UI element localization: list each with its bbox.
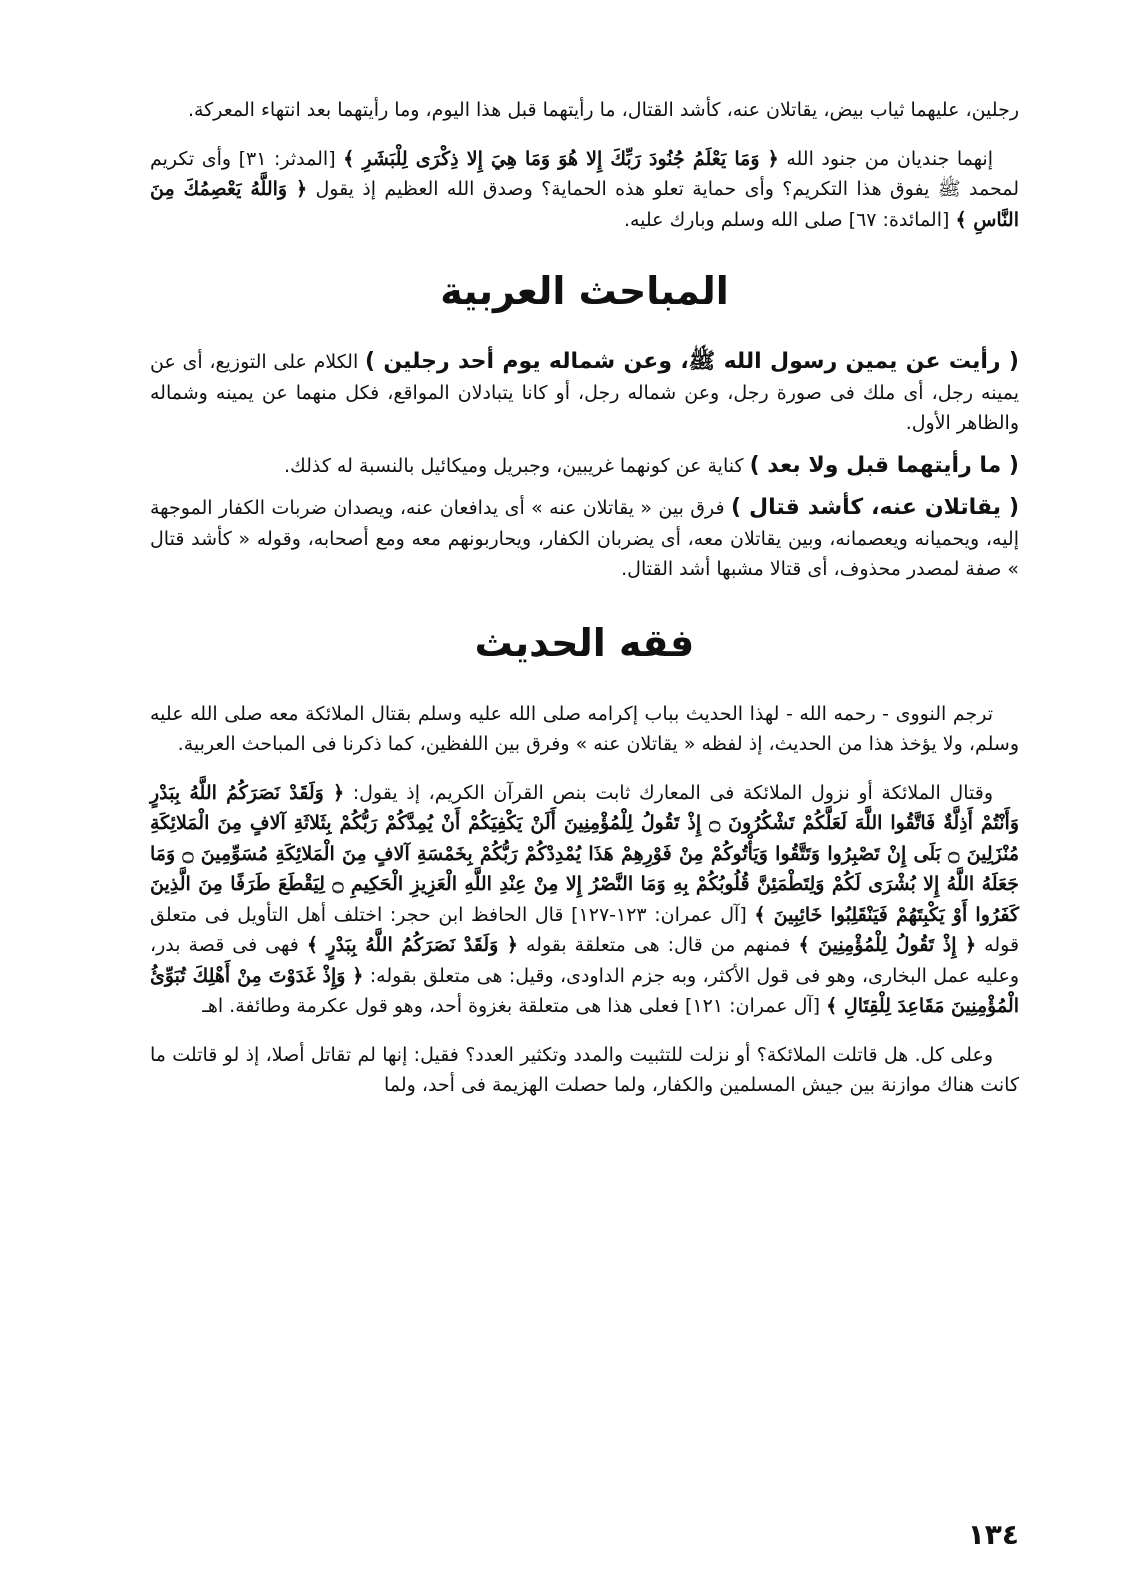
angels-text-1: قال الحافظ ابن حجر: اختلف أهل التأويل فى متعلق قوله [150,903,1020,956]
verse-al-imran-block: ﴿ وَلَقَدْ نَصَرَكُمُ اللَّهُ بِبَدْرٍ وَأَنْتُمْ أَذِلَّةٌ فَاتَّقُوا اللَّهَ لَعَلَّكُمْ تَشْكُرُونَ ۝ إِذْ تَقُولُ لِلْمُؤْمِنِينَ أَلَنْ يَكْفِيَكُمْ أَنْ يُمِدَّكُمْ رَبُّكُمْ بِثَلاثَةِ آلافٍ مِنَ الْمَلائِكَةِ مُنْزَلِينَ ۝ بَلَى إِنْ تَصْبِرُوا وَتَتَّقُوا وَيَأْتُوكُمْ مِنْ فَوْرِهِمْ هَذَا يُمْدِدْكُمْ رَبُّكُمْ بِخَمْسَةِ آلافٍ مِنَ الْمَلائِكَةِ مُسَوِّمِينَ ۝ وَمَا جَعَلَهُ اللَّهُ إِلا بُشْرَى لَكُمْ وَلِتَطْمَئِنَّ قُلُوبُكُمْ بِهِ وَمَا النَّصْرُ إِلا مِنْ عِنْدِ اللَّهِ الْعَزِيزِ الْحَكِيمِ ۝ لِيَقْطَعَ طَرَفًا مِنَ الَّذِينَ كَفَرُوا أَوْ يَكْبِتَهُمْ فَيَنْقَلِبُوا خَائِبِينَ ﴾ [150,781,1020,926]
ref-maidah: [المائدة: ٦٧] [848,208,950,231]
arabic-item [150,347,1019,439]
ref-al-imran-d: [آل عمران: ١٢١] [685,995,821,1017]
arabic-item-text: الكلام على التوزيع، أى عن يمينه رجل، أى ملك فى صورة رجل، وعن شماله رجل، أو كانا يتبادلان المواقع، فكل منهما عن يمينه وشماله والظاهر الأول. [150,351,1019,434]
fiqh-paragraph: ترجم النووى - رحمه الله - لهذا الحديث بباب إكرامه صلى الله عليه وسلم بقتال الملائكة معه صلى الله عليه وسلم، ولا يؤخذ هذا من الحديث، إذ لفظه « يقاتلان عنه » وفرق بين اللفظين، كما ذكرنا فى المباحث العربية. [150,702,1019,755]
soldiers-lead: إنهما جنديان من جنود الله [786,147,993,170]
verse-al-imran-d: ﴿ وَإِذْ غَدَوْتَ مِنْ أَهْلِكَ تُبَوِّئُ الْمُؤْمِنِينَ مَقَاعِدَ لِلْقِتَالِ ﴾ [150,964,1019,1017]
ref-muddaththir: [المدثر: ٣١] [238,147,336,170]
verse-al-imran-b: ﴿ إِذْ تَقُولُ لِلْمُؤْمِنِينَ ﴾ [798,934,977,956]
angels-paragraph [150,778,1019,1022]
page-number: ١٣٤ [967,1518,1019,1551]
arabic-item-phrase: ( رأيت عن يمين رسول الله ﷺ، وعن شماله يوم أحد رجلين ) [364,349,1019,374]
arabic-item-phrase: ( ما رأيتهما قبل ولا بعد ) [749,452,1019,478]
angels-lead: وقتال الملائكة أو نزول الملائكة فى المعارك ثابت بنص القرآن الكريم، إذ يقول: [352,781,993,804]
angels-text-2: فمنهم من قال: هى متعلقة بقوله [526,934,791,956]
soldiers-middle: وأى تكريم لمحمد ﷺ يفوق هذا التكريم؟ وأى حماية تعلو هذه الحماية؟ وصدق الله العظيم إذ يقول [150,147,1019,200]
arabic-item-text: كناية عن كونهما غريبين، وجبريل وميكائيل بالنسبة له كذلك. [284,454,744,477]
heading-arabic-studies: المباحث العربية [440,269,729,313]
ref-al-imran-block: [آل عمران: ١٢٣-١٢٧] [571,903,747,926]
top-paragraph: رجلين، عليهما ثياب بيض، يقاتلان عنه، كأشد القتال، ما رأيتهما قبل هذا اليوم، وما رأيتهما بعد انتهاء المعركة. [187,99,1019,121]
soldiers-paragraph [150,144,1019,236]
angels-text-4: فعلى هذا هى متعلقة بغزوة أحد، وهو قول عكرمة وطائفة. اهـ [202,995,679,1017]
final-paragraph: وعلى كل. هل قاتلت الملائكة؟ أو نزلت للتثبيت والمدد وتكثير العدد؟ فقيل: إنها لم تقاتل أصلا، إذ لو قاتلت ما كانت هناك موازنة بين جيش المسلمين والكفار، ولما حصلت الهزيمة فى أحد، ولما [150,1043,1019,1096]
arabic-item [150,493,1019,585]
arabic-item-phrase: ( يقاتلان عنه، كأشد قتال ) [730,495,1020,520]
arabic-item [150,451,1019,482]
verse-muddaththir: ﴿ وَمَا يَعْلَمُ جُنُودَ رَبِّكَ إِلا هُوَ وَمَا هِيَ إِلا ذِكْرَى لِلْبَشَرِ ﴾ [343,147,779,170]
heading-fiqh: فقه الحديث [474,620,695,665]
angels-text-3: فهى فى قصة بدر، وعليه عمل البخارى، وهو فى قول الأكثر، وبه جزم الداودى، وقيل: هى متعلق بقوله: [150,934,1019,987]
verse-maidah: ﴿ وَاللَّهُ يَعْصِمُكَ مِنَ النَّاسِ ﴾ [150,178,1019,231]
arabic-item-text: فرق بين « يقاتلان عنه » أى يدافعان عنه، ويصدان ضربات الكفار الموجهة إليه، ويحميانه ويعصمانه، وبين يقاتلان معه، أى يضربان الكفار، ويحاربونهم معه ومع أصحابه، وقوله « كأشد قتال » صفة لمصدر محذوف، أى قتالا مشبها أشد القتال. [150,497,1019,580]
soldiers-end: صلى الله وسلم وبارك عليه. [623,208,843,231]
verse-al-imran-c: ﴿ وَلَقَدْ نَصَرَكُمُ اللَّهُ بِبَدْرٍ ﴾ [306,934,519,956]
page-content [150,95,1019,1555]
